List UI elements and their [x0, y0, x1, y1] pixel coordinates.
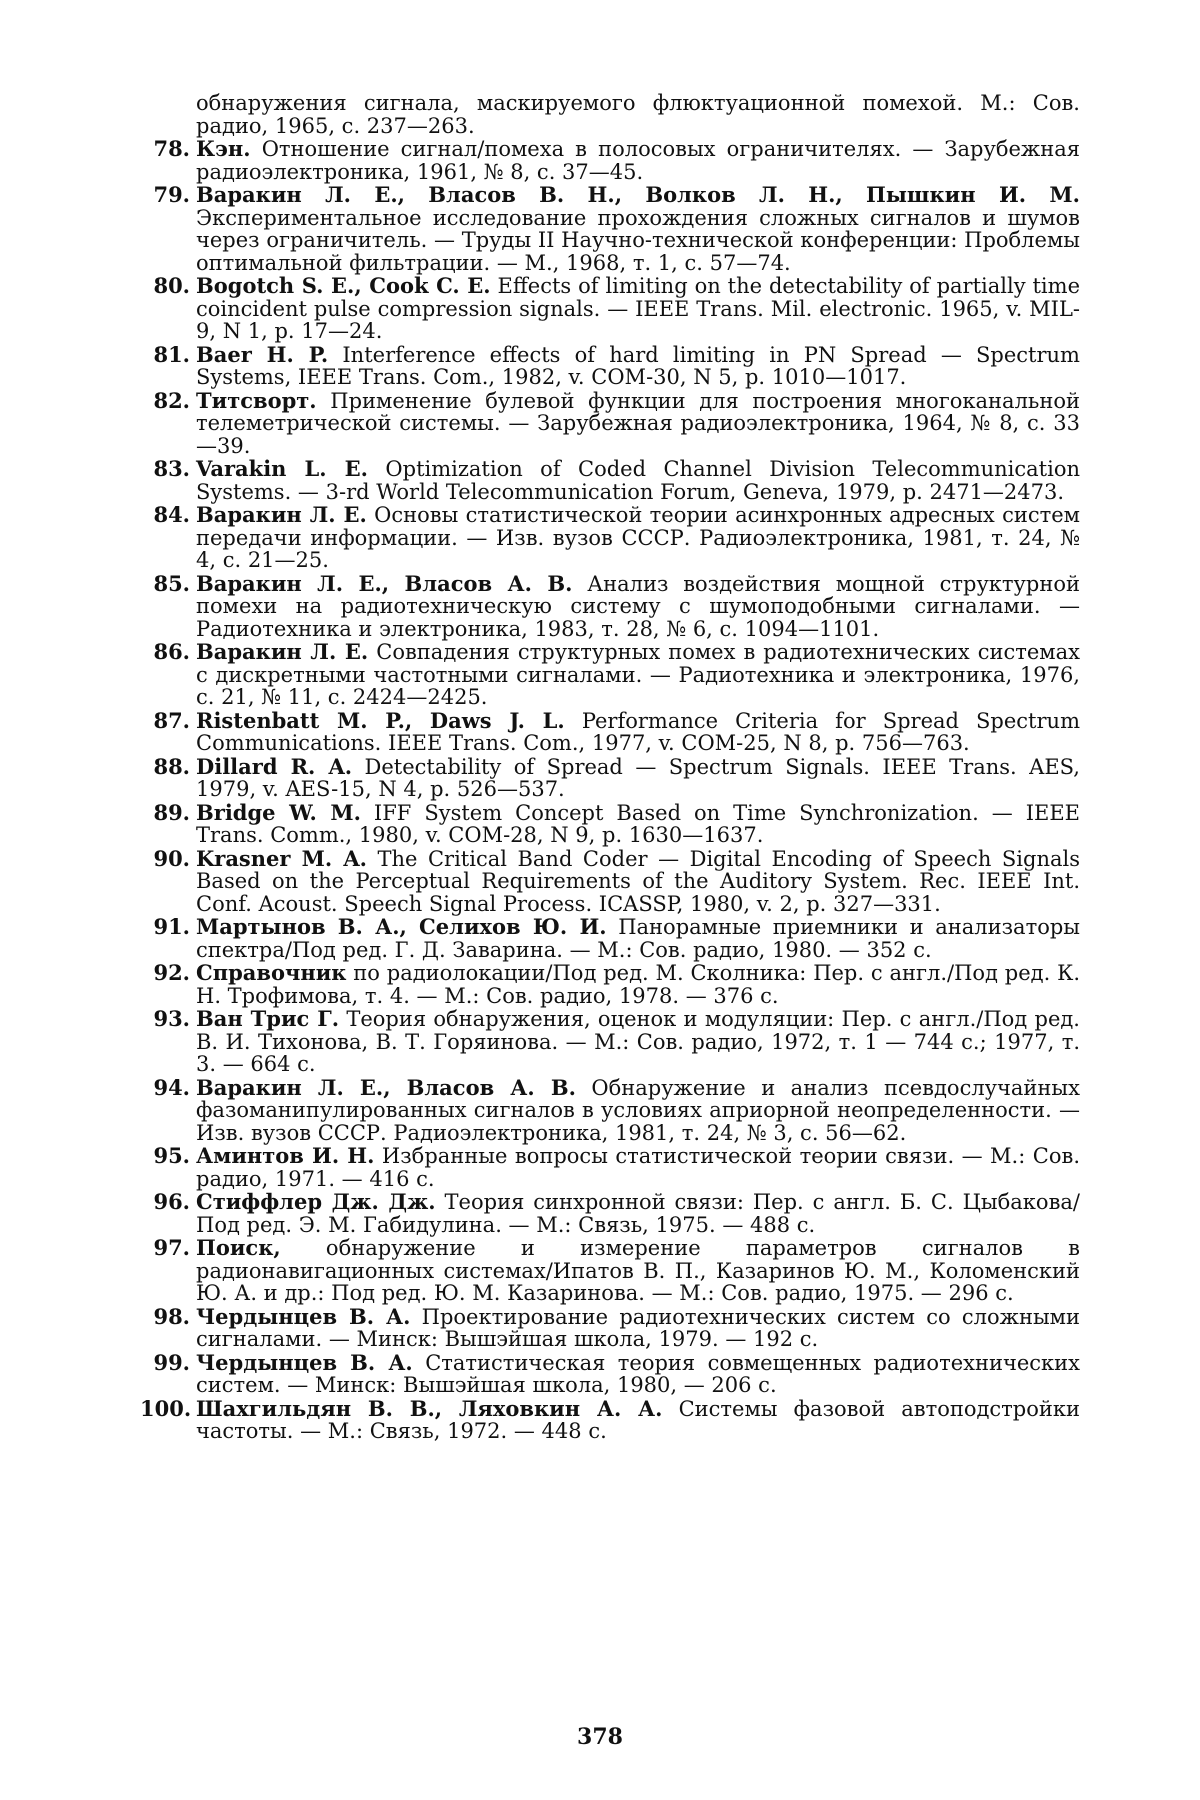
- reference-authors: Справочник: [196, 960, 346, 985]
- reference-entry: [140, 1306, 1080, 1351]
- reference-number: 94.: [140, 1077, 190, 1100]
- reference-text: Detectability of Spread — Spectrum Signals. IEEE Trans. AES, 1979, v. AES-15, N 4, p. 526—537.: [196, 755, 1080, 802]
- reference-number: 98.: [140, 1306, 190, 1329]
- reference-entry: [140, 1398, 1080, 1443]
- reference-text: Interference effects of hard limiting in PN Spread — Spectrum Systems, IEEE Trans. Com., 1982, v. COM-30, N 5, p. 1010—1017.: [196, 343, 1080, 390]
- reference-authors: Стиффлер Дж. Дж.: [196, 1189, 436, 1214]
- reference-authors: Варакин Л. Е., Власов А. В.: [196, 1075, 576, 1100]
- reference-entry: [140, 848, 1080, 916]
- reference-entry: [140, 1237, 1080, 1305]
- reference-entry: [140, 1352, 1080, 1397]
- reference-text: Теория обнаружения, оценок и модуляции: Пер. с англ./Под ред. В. И. Тихонова, В. Т. Горяинова. — М.: Сов. радио, 1972, т. 1 — 744 с.; 1977, т. 3. — 664 с.: [196, 1007, 1080, 1076]
- reference-number: 84.: [140, 504, 190, 527]
- reference-authors: Dillard R. A.: [196, 754, 352, 779]
- reference-text: Обнаружение и анализ псевдослучайных фазоманипулированных сигналов в условиях априорной неопределенности. — Изв. вузов СССР. Радиоэлектроника, 1981, т. 24, № 3, с. 56—62.: [196, 1076, 1080, 1145]
- reference-text: Панорамные приемники и анализаторы спектра/Под ред. Г. Д. Заварина. — М.: Сов. радио, 1980. — 352 с.: [196, 915, 1080, 962]
- reference-continuation: [140, 92, 1080, 137]
- page-number: 378: [0, 1724, 1200, 1750]
- reference-entry: [140, 1191, 1080, 1236]
- reference-entry: [140, 1077, 1080, 1145]
- reference-text: Применение булевой функции для построения многоканальной телеметрической системы. — Зарубежная радиоэлектроника, 1964, № 8, с. 33—39.: [196, 389, 1080, 458]
- reference-number: 100.: [140, 1398, 190, 1421]
- continuation-text: обнаружения сигнала, маскируемого флюктуационной помехой. М.: Сов. радио, 1965, с. 237—263.: [196, 91, 1080, 138]
- reference-entry: [140, 344, 1080, 389]
- reference-number: 96.: [140, 1191, 190, 1214]
- reference-number: 95.: [140, 1145, 190, 1168]
- reference-number: 99.: [140, 1352, 190, 1375]
- reference-authors: Чердынцев В. А.: [196, 1350, 413, 1375]
- reference-text: Основы статистической теории асинхронных адресных систем передачи информации. — Изв. вузов СССР. Радиоэлектроника, 1981, т. 24, № 4, с. 21—25.: [196, 503, 1080, 572]
- reference-number: 89.: [140, 802, 190, 825]
- reference-authors: Шахгильдян В. В., Ляховкин А. А.: [196, 1396, 662, 1421]
- reference-number: 97.: [140, 1237, 190, 1260]
- reference-entry: [140, 962, 1080, 1007]
- reference-number: 81.: [140, 344, 190, 367]
- reference-number: 91.: [140, 916, 190, 939]
- reference-text: Performance Criteria for Spread Spectrum Communications. IEEE Trans. Com., 1977, v. COM-25, N 8, p. 756—763.: [196, 709, 1080, 756]
- reference-authors: Чердынцев В. А.: [196, 1304, 410, 1329]
- reference-number: 92.: [140, 962, 190, 985]
- reference-number: 82.: [140, 390, 190, 413]
- reference-entry: [140, 710, 1080, 755]
- reference-text: Статистическая теория совмещенных радиотехнических систем. — Минск: Вышэйшая школа, 1980, — 206 с.: [196, 1351, 1080, 1398]
- reference-text: The Critical Band Coder — Digital Encoding of Speech Signals Based on the Perceptual Requirements of the Auditory System. Rec. IEEE Int. Conf. Acoust. Speech Signal Process. ICASSP, 1980, v. 2, p. 327—331.: [196, 847, 1080, 916]
- reference-entry: [140, 504, 1080, 572]
- reference-entry: [140, 138, 1080, 183]
- reference-entry: [140, 458, 1080, 503]
- reference-number: 86.: [140, 641, 190, 664]
- reference-text: IFF System Concept Based on Time Synchronization. — IEEE Trans. Comm., 1980, v. COM-28, N 9, p. 1630—1637.: [196, 801, 1080, 848]
- reference-authors: Ristenbatt M. P., Daws J. L.: [196, 708, 565, 733]
- reference-entry: [140, 916, 1080, 961]
- references-page: [140, 92, 1080, 1444]
- reference-authors: Ван Трис Г.: [196, 1006, 339, 1031]
- reference-number: 83.: [140, 458, 190, 481]
- reference-text: Экспериментальное исследование прохождения сложных сигналов и шумов через ограничитель. — Труды II Научно-технической конференции: Проблемы оптимальной фильтрации. — М., 1968, т. 1, с. 57—74.: [196, 206, 1080, 275]
- reference-text: по радиолокации/Под ред. М. Сколника: Пер. с англ./Под ред. К. Н. Трофимова, т. 4. — М.: Сов. радио, 1978. — 376 с.: [196, 961, 1080, 1008]
- reference-authors: Варакин Л. Е., Власов А. В.: [196, 571, 572, 596]
- reference-entry: [140, 184, 1080, 274]
- reference-number: 93.: [140, 1008, 190, 1031]
- reference-entry: [140, 275, 1080, 343]
- reference-entry: [140, 756, 1080, 801]
- reference-text: Системы фазовой автоподстройки частоты. — М.: Связь, 1972. — 448 с.: [196, 1397, 1080, 1444]
- reference-authors: Varakin L. E.: [196, 456, 368, 481]
- reference-authors: Варакин Л. Е., Власов В. Н., Волков Л. Н., Пышкин И. М.: [196, 182, 1080, 207]
- reference-authors: Krasner M. A.: [196, 846, 367, 871]
- reference-authors: Bogotch S. E., Cook C. E.: [196, 273, 491, 298]
- reference-entry: [140, 641, 1080, 709]
- reference-number: 90.: [140, 848, 190, 871]
- reference-text: Effects of limiting on the detectability of partially time coincident pulse compression signals. — IEEE Trans. Mil. electronic. 1965, v. MIL-9, N 1, p. 17—24.: [196, 274, 1080, 343]
- reference-number: 78.: [140, 138, 190, 161]
- reference-entry: [140, 390, 1080, 458]
- reference-authors: Baer H. P.: [196, 342, 328, 367]
- reference-entry: [140, 1145, 1080, 1190]
- reference-entry: [140, 573, 1080, 641]
- reference-text: Избранные вопросы статистической теории связи. — М.: Сов. радио, 1971. — 416 с.: [196, 1144, 1080, 1191]
- reference-number: 79.: [140, 184, 190, 207]
- reference-authors: Поиск,: [196, 1235, 281, 1260]
- reference-authors: Мартынов В. А., Селихов Ю. И.: [196, 914, 607, 939]
- reference-number: 80.: [140, 275, 190, 298]
- reference-number: 88.: [140, 756, 190, 779]
- reference-authors: Варакин Л. Е.: [196, 639, 368, 664]
- reference-authors: Аминтов И. Н.: [196, 1143, 374, 1168]
- reference-text: Теория синхронной связи: Пер. с англ. Б. С. Цыбакова/Под ред. Э. М. Габидулина. — М.: Связь, 1975. — 488 с.: [196, 1190, 1080, 1237]
- reference-text: Проектирование радиотехнических систем со сложными сигналами. — Минск: Вышэйшая школа, 1979. — 192 с.: [196, 1305, 1080, 1352]
- reference-entry: [140, 802, 1080, 847]
- reference-authors: Кэн.: [196, 136, 251, 161]
- reference-text: Optimization of Coded Channel Division Telecommunication Systems. — 3-rd World Telecommunication Forum, Geneva, 1979, p. 2471—2473.: [196, 457, 1080, 504]
- reference-number: 85.: [140, 573, 190, 596]
- reference-text: Анализ воздействия мощной структурной помехи на радиотехническую систему с шумоподобными сигналами. — Радиотехника и электроника, 1983, т. 28, № 6, с. 1094—1101.: [196, 572, 1080, 641]
- reference-text: Совпадения структурных помех в радиотехнических системах с дискретными частотными сигналами. — Радиотехника и электроника, 1976, с. 21, № 11, с. 2424—2425.: [196, 640, 1080, 709]
- reference-authors: Варакин Л. Е.: [196, 502, 367, 527]
- reference-list: [140, 92, 1080, 1443]
- reference-authors: Титсворт.: [196, 388, 317, 413]
- reference-authors: Bridge W. M.: [196, 800, 361, 825]
- reference-text: Отношение сигнал/помеха в полосовых ограничителях. — Зарубежная радиоэлектроника, 1961, № 8, с. 37—45.: [196, 137, 1080, 184]
- reference-entry: [140, 1008, 1080, 1076]
- reference-number: 87.: [140, 710, 190, 733]
- reference-text: обнаружение и измерение параметров сигналов в радионавигационных системах/Ипатов В. П., Казаринов Ю. М., Коломенский Ю. А. и др.: Под ред. Ю. М. Казаринова. — М.: Сов. радио, 1975. — 296 с.: [196, 1236, 1080, 1305]
